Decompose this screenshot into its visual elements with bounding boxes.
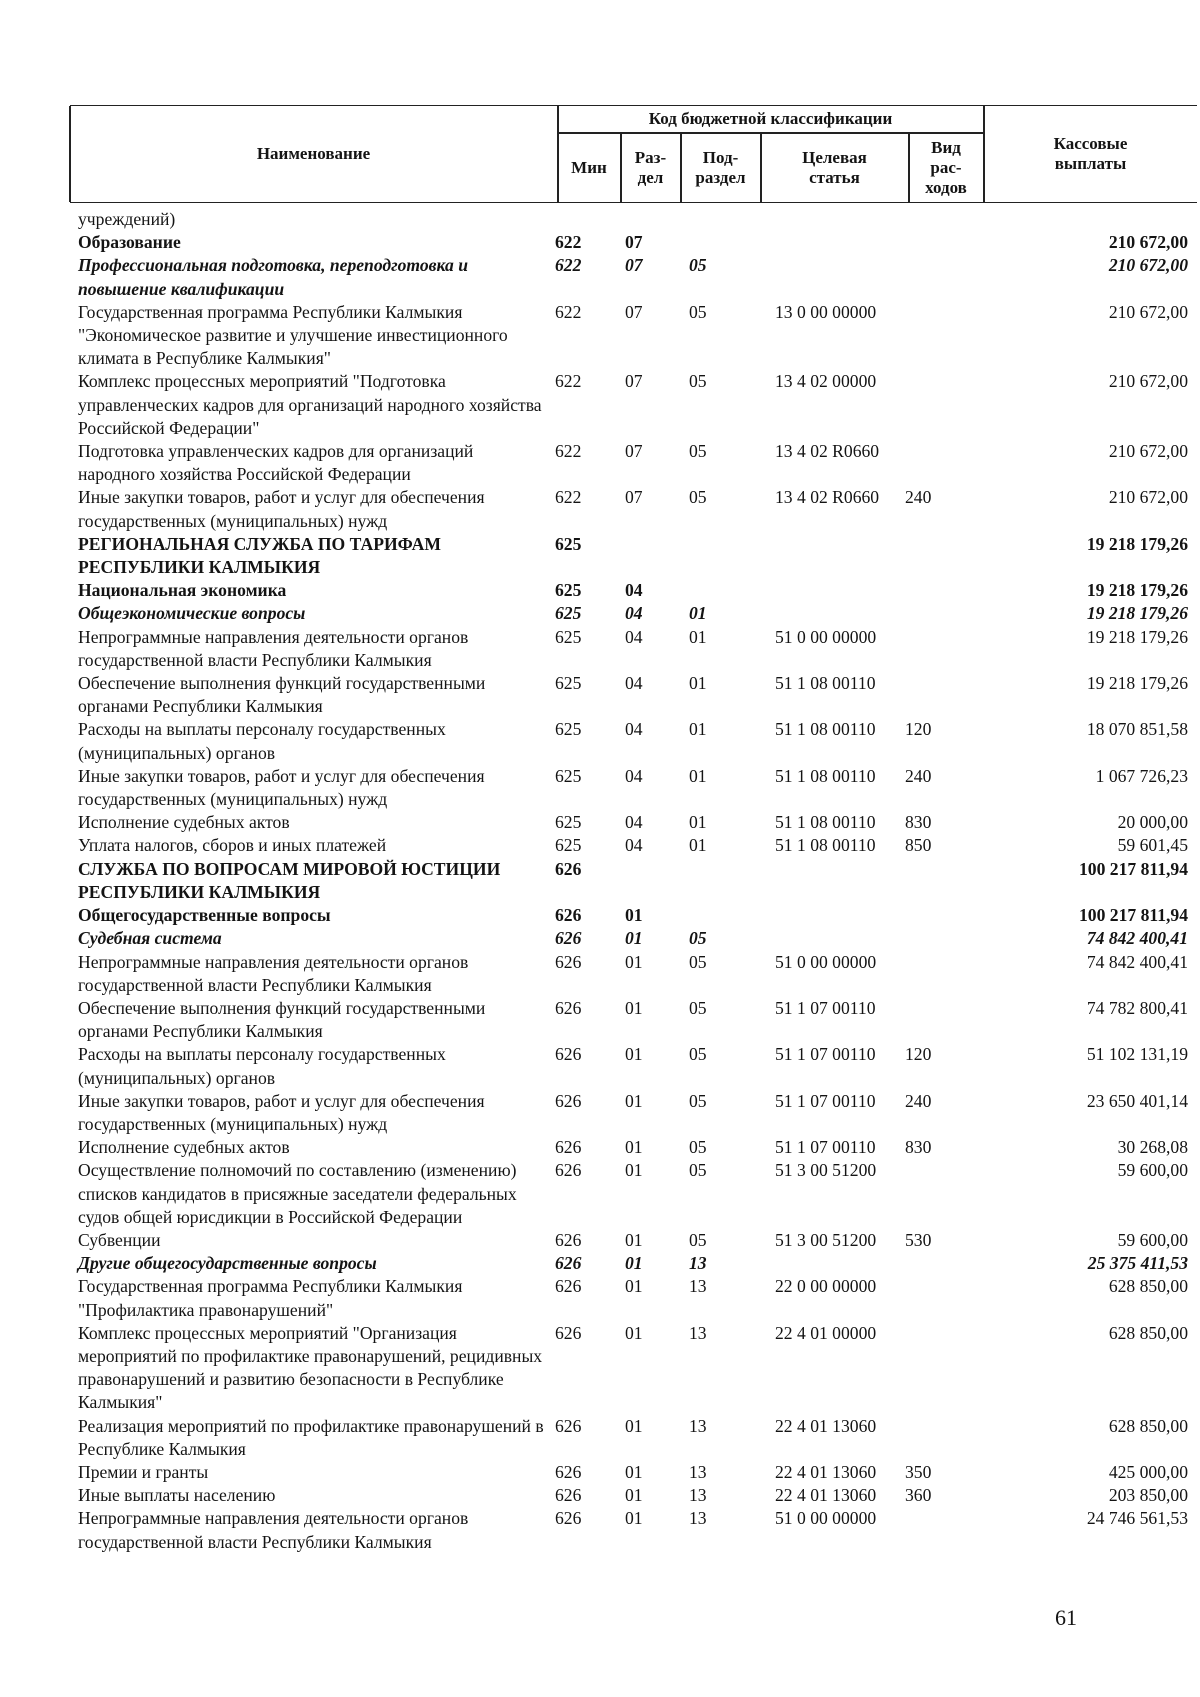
row-min: 625 (555, 765, 582, 786)
row-razdel: 01 (625, 1276, 643, 1297)
row-celevaya-statya: 51 3 00 51200 (775, 1229, 877, 1250)
row-podrazdel: 05 (689, 255, 707, 276)
row-min: 622 (555, 255, 582, 276)
row-min: 626 (555, 928, 582, 949)
row-razdel: 07 (625, 255, 643, 276)
row-vid-rashodov (905, 1159, 965, 1229)
row-amount: 210 672,00 (1108, 487, 1188, 508)
row-name: Осуществление полномочий по составлению (изменению) списков кандидатов в присяжные заседатели федеральных судов общей юрисдикции в Российской Федерации (78, 1160, 517, 1227)
row-vid-rashodov (905, 440, 965, 486)
row-razdel: 01 (625, 1044, 643, 1065)
row-vid-rashodov (905, 231, 965, 254)
row-celevaya-statya: 51 1 07 00110 (775, 997, 876, 1018)
row-name: Государственная программа Республики Калмыкия "Экономическое развитие и улучшение инвестиционного климата в Республике Калмыкия" (78, 301, 508, 369)
table-body (78, 208, 1188, 1554)
row-name: Иные выплаты населению (78, 1485, 276, 1506)
table-row (78, 951, 1188, 997)
row-podrazdel: 01 (689, 765, 707, 786)
row-celevaya-statya: 51 0 00 00000 (775, 951, 877, 972)
row-celevaya-statya: 13 4 02 00000 (775, 371, 877, 392)
row-name: учреждений) (78, 209, 176, 229)
header-celevaya: Целевая статья (802, 147, 867, 187)
row-podrazdel: 13 (689, 1253, 707, 1274)
row-name: Профессиональная подготовка, переподготовка и повышение квалификации (78, 255, 468, 299)
row-razdel: 01 (625, 997, 643, 1018)
table-row (78, 997, 1188, 1043)
row-celevaya-statya (775, 602, 905, 625)
row-vid-rashodov (905, 579, 965, 602)
row-min: 626 (555, 1485, 582, 1506)
row-vid-rashodov (905, 626, 965, 672)
row-min: 622 (555, 487, 582, 508)
table-row (78, 208, 1188, 231)
row-name: Иные закупки товаров, работ и услуг для обеспечения государственных (муниципальных) нужд (78, 487, 485, 531)
row-razdel: 07 (625, 301, 643, 322)
row-celevaya-statya: 22 4 01 13060 (775, 1461, 877, 1482)
row-name: Общегосударственные вопросы (78, 905, 331, 926)
row-amount: 74 842 400,41 (1086, 951, 1188, 972)
row-podrazdel: 01 (689, 603, 707, 624)
header-razdel: Раз- дел (634, 147, 667, 187)
row-min: 622 (555, 441, 582, 462)
row-min: 625 (555, 603, 582, 624)
table-row (78, 1159, 1188, 1229)
row-amount: 19 218 179,26 (1086, 580, 1188, 601)
row-min: 625 (555, 626, 582, 647)
row-vid-rashodov: 120 (905, 719, 932, 740)
row-razdel: 07 (625, 441, 643, 462)
row-razdel: 04 (625, 673, 643, 694)
row-vid-rashodov (905, 533, 965, 579)
row-razdel: 07 (625, 487, 643, 508)
row-min: 626 (555, 1229, 582, 1250)
row-amount: 628 850,00 (1108, 1415, 1188, 1436)
row-podrazdel: 05 (689, 1229, 707, 1250)
row-name: Национальная экономика (78, 580, 287, 601)
row-vid-rashodov (905, 602, 965, 625)
row-celevaya-statya (775, 858, 905, 904)
row-celevaya-statya (775, 1252, 905, 1275)
row-amount: 23 650 401,14 (1086, 1090, 1188, 1111)
row-razdel: 01 (625, 1461, 643, 1482)
row-vid-rashodov (905, 1507, 965, 1553)
row-celevaya-statya: 22 4 01 00000 (775, 1322, 877, 1343)
row-podrazdel: 05 (689, 1160, 707, 1181)
table-row (78, 301, 1188, 371)
row-podrazdel: 13 (689, 1508, 707, 1529)
row-min: 625 (555, 719, 582, 740)
row-podrazdel (689, 904, 775, 927)
row-vid-rashodov (905, 370, 965, 440)
row-razdel: 01 (625, 1160, 643, 1181)
row-razdel: 04 (625, 603, 643, 624)
table-row (78, 718, 1188, 764)
row-min: 626 (555, 1415, 582, 1436)
row-podrazdel (689, 858, 775, 904)
header-min: Мин (571, 157, 607, 177)
row-podrazdel: 05 (689, 1090, 707, 1111)
row-min: 626 (555, 1276, 582, 1297)
table-row (78, 626, 1188, 672)
row-vid-rashodov: 240 (905, 1090, 932, 1111)
table-row (78, 1461, 1188, 1484)
row-celevaya-statya: 51 0 00 00000 (775, 626, 877, 647)
row-celevaya-statya: 51 0 00 00000 (775, 1508, 877, 1529)
row-min: 625 (555, 673, 582, 694)
row-name: СЛУЖБА ПО ВОПРОСАМ МИРОВОЙ ЮСТИЦИИ РЕСПУБЛИКИ КАЛМЫКИЯ (78, 858, 501, 902)
row-amount: 19 218 179,26 (1086, 603, 1188, 624)
row-celevaya-statya: 51 1 08 00110 (775, 812, 876, 833)
table-row (78, 370, 1188, 440)
header-kassovye: Кассовые выплаты (1053, 134, 1128, 173)
row-celevaya-statya (775, 579, 905, 602)
row-razdel: 04 (625, 580, 643, 601)
row-min: 625 (555, 835, 582, 856)
row-razdel: 01 (625, 1229, 643, 1250)
row-podrazdel: 13 (689, 1276, 707, 1297)
table-row (78, 927, 1188, 950)
row-celevaya-statya: 22 4 01 13060 (775, 1415, 877, 1436)
row-min: 626 (555, 1090, 582, 1111)
row-vid-rashodov (905, 1322, 965, 1415)
table-header (70, 105, 1197, 203)
row-vid-rashodov (905, 208, 965, 231)
row-celevaya-statya (775, 254, 905, 300)
row-min: 626 (555, 1137, 582, 1158)
row-min: 626 (555, 1508, 582, 1529)
row-razdel (625, 533, 689, 579)
row-amount: 425 000,00 (1108, 1461, 1188, 1482)
row-podrazdel: 01 (689, 719, 707, 740)
table-row (78, 1229, 1188, 1252)
row-name: Расходы на выплаты персоналу государственных (муниципальных) органов (78, 1044, 446, 1088)
row-vid-rashodov: 830 (905, 1137, 932, 1158)
row-amount: 51 102 131,19 (1086, 1044, 1188, 1065)
row-name: Подготовка управленческих кадров для организаций народного хозяйства Российской Федерации (78, 441, 474, 485)
row-vid-rashodov: 850 (905, 835, 932, 856)
table-row (78, 858, 1188, 904)
row-podrazdel: 05 (689, 301, 707, 322)
row-amount: 25 375 411,53 (1087, 1253, 1188, 1274)
row-min: 626 (555, 1461, 582, 1482)
row-celevaya-statya (775, 208, 905, 231)
row-razdel: 01 (625, 1485, 643, 1506)
row-razdel: 01 (625, 1322, 643, 1343)
table-row (78, 765, 1188, 811)
row-vid-rashodov (905, 904, 965, 927)
header-vid-rashodov: Вид рас- ходов (925, 137, 967, 197)
table-row (78, 254, 1188, 300)
table-row (78, 579, 1188, 602)
header-name: Наименование (256, 144, 371, 163)
row-name: Уплата налогов, сборов и иных платежей (78, 835, 387, 856)
row-razdel: 07 (625, 371, 643, 392)
row-celevaya-statya: 22 4 01 13060 (775, 1485, 877, 1506)
row-min: 625 (555, 812, 582, 833)
row-name: РЕГИОНАЛЬНАЯ СЛУЖБА ПО ТАРИФАМ РЕСПУБЛИКИ КАЛМЫКИЯ (78, 533, 441, 578)
row-amount: 210 672,00 (1108, 255, 1188, 276)
row-min: 626 (555, 951, 582, 972)
row-amount: 19 218 179,26 (1086, 533, 1188, 554)
row-min: 626 (555, 858, 582, 879)
row-podrazdel: 05 (689, 487, 707, 508)
row-podrazdel: 05 (689, 951, 707, 972)
row-podrazdel: 05 (689, 928, 707, 949)
row-podrazdel: 01 (689, 626, 707, 647)
row-min: 625 (555, 533, 582, 554)
row-min: 626 (555, 1253, 582, 1274)
row-name: Премии и гранты (78, 1461, 209, 1482)
row-vid-rashodov (905, 927, 965, 950)
row-vid-rashodov (905, 951, 965, 997)
row-name: Иные закупки товаров, работ и услуг для обеспечения государственных (муниципальных) нужд (78, 765, 485, 810)
row-vid-rashodov (905, 672, 965, 718)
row-razdel: 04 (625, 812, 643, 833)
header-kbk: Код бюджетной классификации (648, 109, 893, 128)
table-row (78, 602, 1188, 625)
row-podrazdel: 05 (689, 371, 707, 392)
row-amount: 203 850,00 (1108, 1485, 1188, 1506)
row-celevaya-statya: 51 1 07 00110 (775, 1137, 876, 1158)
row-name: Государственная программа Республики Калмыкия "Профилактика правонарушений" (78, 1276, 463, 1320)
row-name: Непрограммные направления деятельности органов государственной власти Республики Калмыкия (78, 626, 469, 670)
row-razdel (625, 208, 689, 231)
row-razdel: 01 (625, 951, 643, 972)
row-name: Исполнение судебных актов (78, 1137, 290, 1158)
row-razdel (625, 858, 689, 904)
row-vid-rashodov: 360 (905, 1485, 932, 1506)
row-amount: 100 217 811,94 (1079, 858, 1188, 879)
row-vid-rashodov: 240 (905, 765, 932, 786)
row-razdel: 04 (625, 835, 643, 856)
row-name: Обеспечение выполнения функций государственными органами Республики Калмыкия (78, 997, 486, 1042)
row-min: 622 (555, 301, 582, 322)
row-min: 625 (555, 580, 582, 601)
table-row (78, 904, 1188, 927)
row-name: Иные закупки товаров, работ и услуг для обеспечения государственных (муниципальных) нужд (78, 1090, 485, 1134)
row-amount: 24 746 561,53 (1086, 1508, 1188, 1529)
row-razdel: 04 (625, 719, 643, 740)
row-podrazdel: 01 (689, 673, 707, 694)
row-amount: 74 842 400,41 (1086, 928, 1188, 949)
row-celevaya-statya (775, 904, 905, 927)
row-amount (965, 208, 1188, 231)
row-amount: 100 217 811,94 (1079, 905, 1188, 926)
row-celevaya-statya: 51 1 08 00110 (775, 835, 876, 856)
row-min: 626 (555, 905, 582, 926)
row-podrazdel: 05 (689, 1137, 707, 1158)
row-razdel: 01 (625, 1508, 643, 1529)
row-podrazdel: 05 (689, 997, 707, 1018)
row-vid-rashodov: 830 (905, 812, 932, 833)
row-amount: 210 672,00 (1108, 441, 1188, 462)
row-amount: 19 218 179,26 (1086, 673, 1188, 694)
table-row (78, 834, 1188, 857)
row-amount: 1 067 726,23 (1095, 765, 1188, 786)
row-vid-rashodov (905, 1415, 965, 1461)
row-celevaya-statya (775, 927, 905, 950)
table-row (78, 1484, 1188, 1507)
row-amount: 59 600,00 (1117, 1229, 1188, 1250)
row-amount: 210 672,00 (1108, 371, 1188, 392)
row-vid-rashodov (905, 301, 965, 371)
row-amount: 628 850,00 (1108, 1276, 1188, 1297)
row-podrazdel (689, 579, 775, 602)
row-name: Субвенции (78, 1229, 161, 1250)
table-row (78, 1415, 1188, 1461)
row-razdel: 01 (625, 905, 643, 926)
row-name: Комплекс процессных мероприятий "Организация мероприятий по профилактике правонарушений, рецидивных правонарушений и развитию безопасности в Республике Калмыкия" (78, 1322, 543, 1413)
row-razdel: 01 (625, 1090, 643, 1111)
row-vid-rashodov: 120 (905, 1044, 932, 1065)
row-vid-rashodov: 350 (905, 1461, 932, 1482)
table-row (78, 440, 1188, 486)
row-vid-rashodov (905, 858, 965, 904)
row-name: Непрограммные направления деятельности органов государственной власти Республики Калмыкия (78, 1508, 469, 1552)
row-podrazdel: 13 (689, 1461, 707, 1482)
row-amount: 210 672,00 (1108, 301, 1188, 322)
row-celevaya-statya: 51 1 08 00110 (775, 673, 876, 694)
table-row (78, 672, 1188, 718)
row-celevaya-statya: 13 4 02 R0660 (775, 441, 880, 462)
row-podrazdel: 13 (689, 1322, 707, 1343)
row-celevaya-statya: 51 1 08 00110 (775, 719, 876, 740)
row-min: 626 (555, 1044, 582, 1065)
row-name: Непрограммные направления деятельности органов государственной власти Республики Калмыкия (78, 951, 469, 995)
row-name: Другие общегосударственные вопросы (78, 1253, 377, 1274)
row-razdel: 01 (625, 1253, 643, 1274)
row-amount: 628 850,00 (1108, 1322, 1188, 1343)
row-razdel: 01 (625, 1137, 643, 1158)
row-razdel: 04 (625, 765, 643, 786)
table-row (78, 1043, 1188, 1089)
row-min: 622 (555, 371, 582, 392)
row-min (555, 208, 625, 231)
row-amount: 20 000,00 (1117, 812, 1188, 833)
row-amount: 210 672,00 (1108, 232, 1188, 253)
row-amount: 30 268,08 (1117, 1137, 1188, 1158)
row-amount: 19 218 179,26 (1086, 626, 1188, 647)
row-name: Исполнение судебных актов (78, 812, 290, 833)
row-podrazdel (689, 231, 775, 254)
row-name: Обеспечение выполнения функций государственными органами Республики Калмыкия (78, 673, 486, 717)
row-name: Общеэкономические вопросы (78, 603, 306, 624)
table-row (78, 231, 1188, 254)
row-name: Образование (78, 232, 181, 253)
row-amount: 59 600,00 (1117, 1160, 1188, 1181)
row-amount: 74 782 800,41 (1086, 997, 1188, 1018)
page-number: 61 (1055, 1605, 1077, 1630)
row-podrazdel: 13 (689, 1485, 707, 1506)
row-podrazdel: 01 (689, 835, 707, 856)
row-vid-rashodov: 530 (905, 1229, 932, 1250)
table-row (78, 1322, 1188, 1415)
row-vid-rashodov: 240 (905, 487, 932, 508)
row-razdel: 01 (625, 928, 643, 949)
row-name: Расходы на выплаты персоналу государственных (муниципальных) органов (78, 719, 446, 763)
row-podrazdel: 01 (689, 812, 707, 833)
row-min: 626 (555, 1322, 582, 1343)
row-razdel: 04 (625, 626, 643, 647)
row-celevaya-statya: 51 1 07 00110 (775, 1090, 876, 1111)
row-celevaya-statya: 51 3 00 51200 (775, 1160, 877, 1181)
row-celevaya-statya: 51 1 07 00110 (775, 1044, 876, 1065)
row-podrazdel: 13 (689, 1415, 707, 1436)
table-row (78, 533, 1188, 579)
row-vid-rashodov (905, 254, 965, 300)
row-name: Судебная система (78, 928, 222, 949)
table-row (78, 1252, 1188, 1275)
row-vid-rashodov (905, 1252, 965, 1275)
row-celevaya-statya: 13 4 02 R0660 (775, 487, 880, 508)
row-min: 622 (555, 232, 582, 253)
row-celevaya-statya (775, 533, 905, 579)
row-name: Комплекс процессных мероприятий "Подготовка управленческих кадров для организаций народного хозяйства Российской Федерации" (78, 371, 542, 438)
row-podrazdel (689, 208, 775, 231)
row-amount: 59 601,45 (1117, 835, 1188, 856)
row-celevaya-statya (775, 231, 905, 254)
table-row (78, 1090, 1188, 1136)
row-min: 626 (555, 1160, 582, 1181)
row-razdel: 07 (625, 232, 643, 253)
row-celevaya-statya: 13 0 00 00000 (775, 301, 877, 322)
table-row (78, 1136, 1188, 1159)
row-podrazdel (689, 533, 775, 579)
row-celevaya-statya: 22 0 00 00000 (775, 1276, 877, 1297)
row-name: Реализация мероприятий по профилактике правонарушений в Республике Калмыкия (78, 1415, 544, 1459)
row-min: 626 (555, 997, 582, 1018)
row-vid-rashodov (905, 1275, 965, 1321)
table-row (78, 486, 1188, 532)
row-vid-rashodov (905, 997, 965, 1043)
row-razdel: 01 (625, 1415, 643, 1436)
row-podrazdel: 05 (689, 441, 707, 462)
row-amount: 18 070 851,58 (1086, 719, 1188, 740)
row-podrazdel: 05 (689, 1044, 707, 1065)
table-row (78, 1507, 1188, 1553)
header-podrazdel: Под- раздел (695, 147, 746, 187)
row-celevaya-statya: 51 1 08 00110 (775, 765, 876, 786)
table-row (78, 1275, 1188, 1321)
table-row (78, 811, 1188, 834)
